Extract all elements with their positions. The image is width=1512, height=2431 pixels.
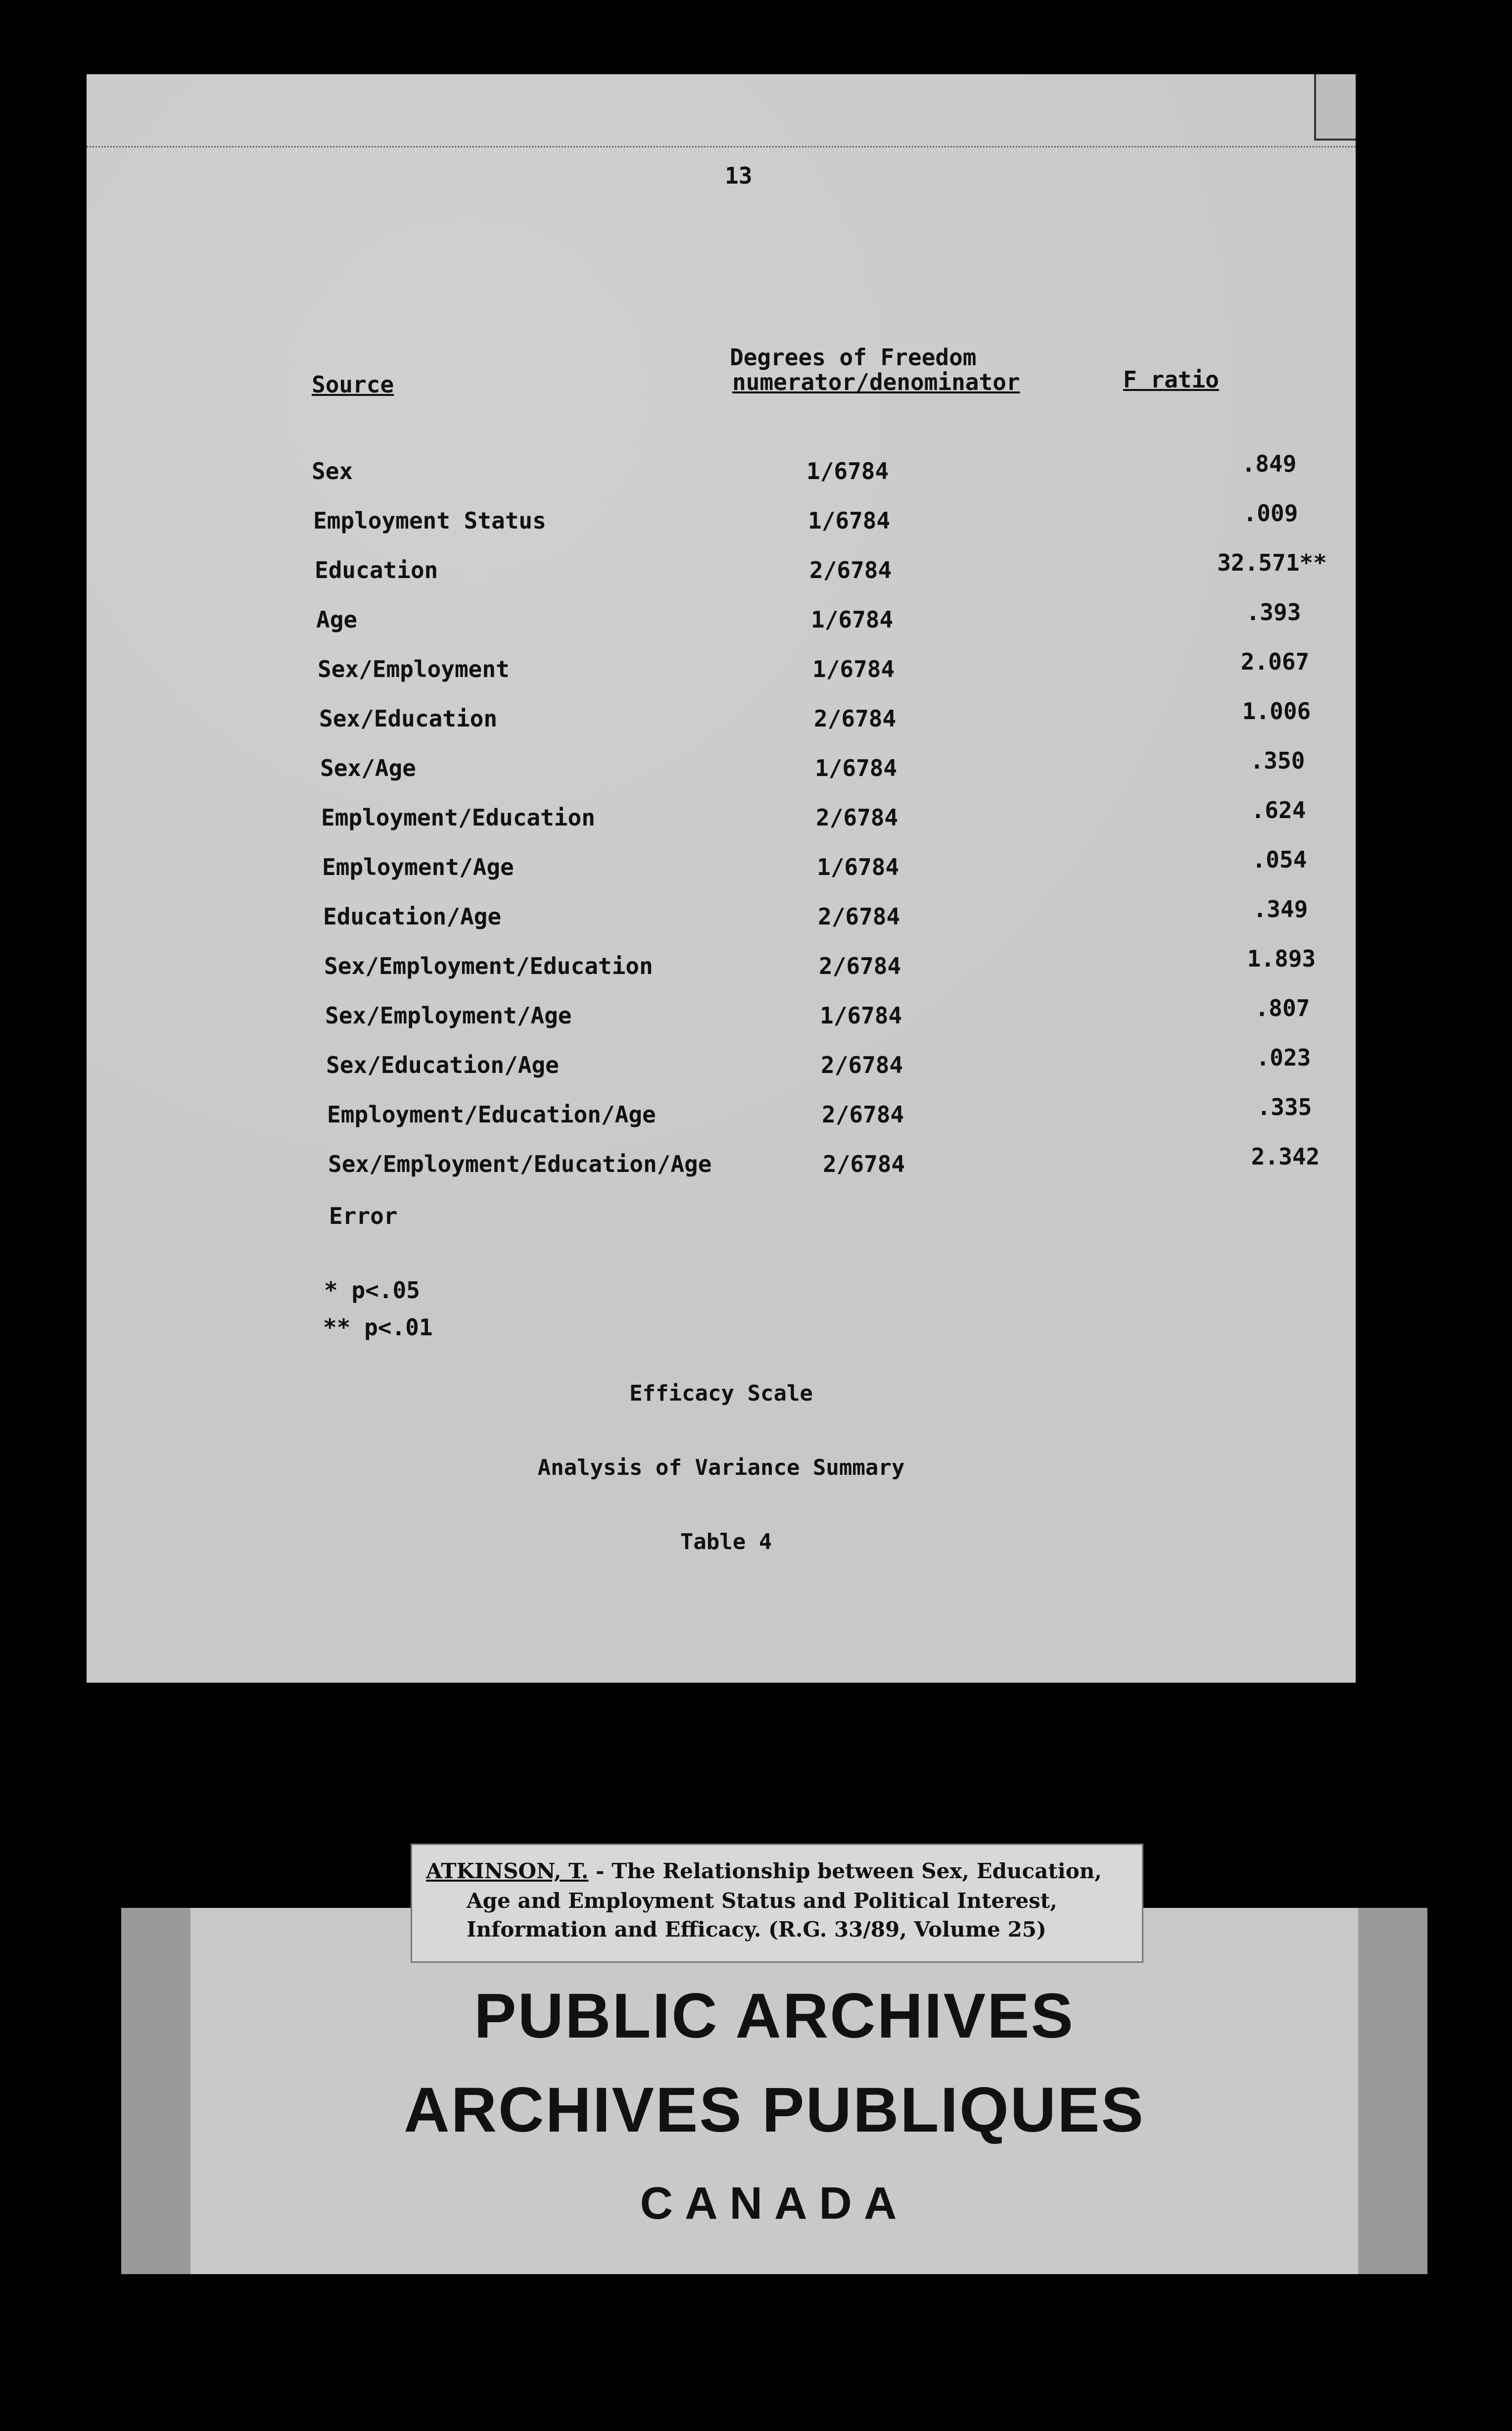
banner-public-archives: PUBLIC ARCHIVES xyxy=(474,1981,1075,2051)
row-df: 1/6784 xyxy=(811,606,894,633)
page-number: 13 xyxy=(725,162,753,189)
document-page xyxy=(87,74,1356,1683)
row-df: 1/6784 xyxy=(812,656,895,682)
row-source: Sex/Age xyxy=(320,755,416,781)
header-numerator-denominator: numerator/denominator xyxy=(732,369,1020,395)
row-df: 2/6784 xyxy=(816,804,898,831)
row-f-ratio: .054 xyxy=(1252,846,1307,873)
top-dotted-line xyxy=(87,146,1356,147)
row-source: Employment/Education xyxy=(321,804,595,831)
row-f-ratio: 2.342 xyxy=(1251,1143,1320,1170)
archive-reference-label xyxy=(411,1844,1143,1963)
row-df: 1/6784 xyxy=(817,854,899,880)
caption-analysis: Analysis of Variance Summary xyxy=(537,1455,905,1480)
row-source: Sex/Employment/Age xyxy=(325,1002,572,1029)
row-f-ratio: .849 xyxy=(1241,450,1297,477)
row-source: Sex/Employment/Education/Age xyxy=(328,1151,712,1177)
row-f-ratio: .009 xyxy=(1243,500,1298,527)
label-author: ATKINSON, T. xyxy=(426,1859,589,1883)
row-source: Employment/Education/Age xyxy=(327,1101,656,1128)
row-source: Age xyxy=(316,606,358,633)
label-title-start: - The Relationship between Sex, Education, xyxy=(588,1859,1102,1883)
row-f-ratio: .335 xyxy=(1257,1094,1312,1120)
row-source: Sex/Employment/Education xyxy=(324,953,653,979)
row-f-ratio: .349 xyxy=(1253,896,1308,923)
row-f-ratio: .624 xyxy=(1251,797,1306,824)
row-f-ratio: .023 xyxy=(1256,1044,1311,1071)
header-degrees-of-freedom: Degrees of Freedom xyxy=(730,344,977,371)
row-f-ratio: 1.006 xyxy=(1242,698,1311,725)
row-f-ratio: .807 xyxy=(1255,995,1310,1021)
row-df: 2/6784 xyxy=(809,557,892,583)
significance-note: ** p<.01 xyxy=(323,1314,433,1341)
row-df: 2/6784 xyxy=(821,1052,903,1078)
row-f-ratio: 2.067 xyxy=(1240,648,1310,675)
row-f-ratio: 32.571** xyxy=(1217,549,1327,576)
banner-canada: CANADA xyxy=(640,2178,909,2229)
caption-table-number: Table 4 xyxy=(680,1529,772,1555)
row-source: Employment/Age xyxy=(322,854,514,880)
row-df: 2/6784 xyxy=(823,1151,905,1177)
row-source: Sex xyxy=(312,458,353,485)
banner-archives-publiques: ARCHIVES PUBLIQUES xyxy=(404,2075,1145,2145)
row-df: 2/6784 xyxy=(818,903,900,930)
significance-note: * p<.05 xyxy=(324,1277,420,1304)
row-df: 1/6784 xyxy=(815,755,898,781)
row-f-ratio: 1.893 xyxy=(1247,945,1316,972)
page-corner-tab xyxy=(1314,74,1356,141)
row-source: Education/Age xyxy=(323,903,502,930)
row-source: Sex/Education xyxy=(319,705,498,732)
row-df: 1/6784 xyxy=(808,507,891,534)
row-df: 2/6784 xyxy=(822,1101,904,1128)
row-source: Error xyxy=(329,1203,398,1229)
row-df: 1/6784 xyxy=(820,1002,902,1029)
row-source: Sex/Education/Age xyxy=(326,1052,559,1078)
label-line-2: Age and Employment Status and Political Interest, xyxy=(467,1889,1057,1913)
row-df: 2/6784 xyxy=(819,953,901,979)
row-f-ratio: .350 xyxy=(1250,747,1305,774)
header-source: Source xyxy=(312,371,394,398)
row-df: 1/6784 xyxy=(806,458,889,485)
row-df: 2/6784 xyxy=(814,705,897,732)
header-f-ratio: F ratio xyxy=(1123,366,1219,393)
label-line-1 xyxy=(426,1859,1102,1883)
row-source: Employment Status xyxy=(313,507,546,534)
row-source: Sex/Employment xyxy=(318,656,510,682)
caption-scale: Efficacy Scale xyxy=(629,1381,813,1406)
row-source: Education xyxy=(315,557,438,583)
archives-banner xyxy=(121,1908,1427,2274)
label-line-3: Information and Efficacy. (R.G. 33/89, Volume 25) xyxy=(467,1917,1046,1942)
row-f-ratio: .393 xyxy=(1246,599,1301,626)
